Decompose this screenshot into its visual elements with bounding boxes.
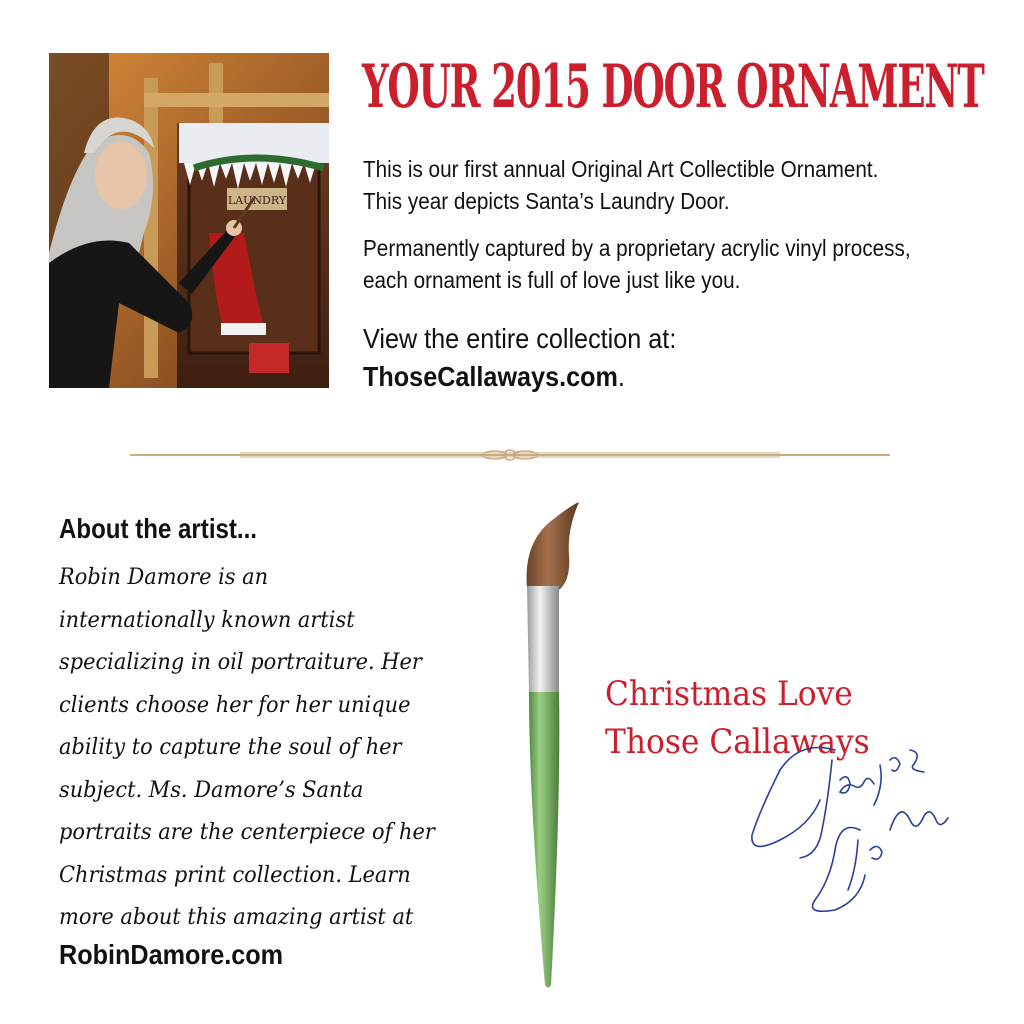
signoff-line-1: Christmas Love [605, 674, 853, 714]
bio-line: portraits are the centerpiece of her [59, 820, 435, 845]
intro-line-3: Permanently captured by a proprietary acrylic vinyl process, [363, 235, 911, 261]
bio-line: specializing in oil portraiture. Her [59, 650, 422, 675]
handwritten-signature [740, 730, 960, 930]
intro-paragraph-2 [363, 232, 939, 296]
collection-site-link[interactable] [363, 360, 939, 394]
artist-site-link[interactable]: RobinDamore.com [59, 939, 284, 970]
laundry-sign-text: LAUNDRY [227, 194, 287, 207]
intro-line-2: This year depicts Santa’s Laundry Door. [363, 188, 730, 214]
bio-line: subject. Ms. Damore’s Santa [59, 777, 364, 803]
headline: YOUR 2015 DOOR ORNAMENT [362, 52, 984, 122]
bio-line: clients choose her for her unique [59, 692, 411, 718]
about-heading: About the artist... [59, 513, 258, 544]
signoff-line-2: Those Callaways [605, 722, 870, 762]
bio-line: Christmas print collection. Learn [59, 862, 411, 888]
bio-line: Robin Damore is an [59, 565, 269, 590]
site-link-text[interactable]: ThoseCallaways.com [363, 361, 618, 392]
site-link-period: . [617, 361, 625, 392]
intro-line-1: This is our first annual Original Art Collectible Ornament. [363, 156, 879, 182]
bio-line: internationally known artist [59, 607, 355, 633]
view-collection-label: View the entire collection at: [363, 323, 677, 354]
artist-bio [59, 557, 468, 940]
bio-line: more about this amazing artist at [59, 905, 414, 930]
intro-line-4: each ornament is full of love just like you. [363, 267, 741, 293]
artist-photo [49, 53, 329, 388]
bio-line: ability to capture the soul of her [59, 735, 402, 760]
ornamental-divider [130, 440, 890, 470]
intro-paragraph-1 [363, 153, 939, 217]
paintbrush-icon [515, 500, 595, 990]
